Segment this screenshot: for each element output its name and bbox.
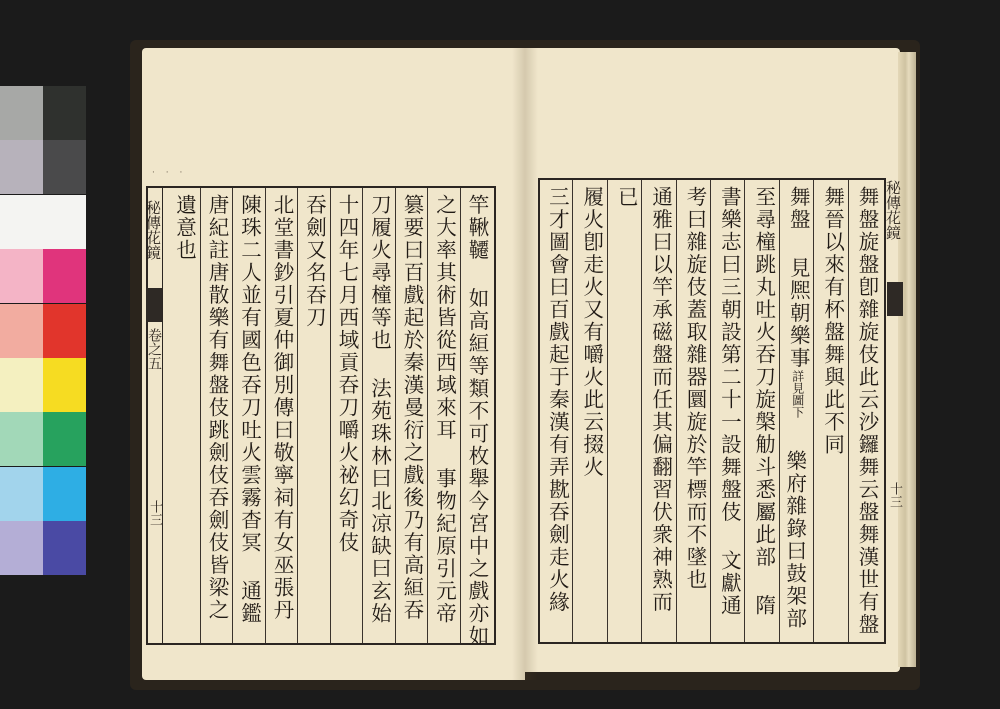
color-chip	[0, 521, 43, 575]
color-chip	[0, 412, 43, 466]
color-calibration-chart	[0, 86, 86, 576]
color-chip	[43, 86, 86, 140]
column-rule	[395, 188, 396, 643]
column-rule	[641, 180, 642, 642]
text-column: 履火卽走火又有嚼火此云掇火	[579, 186, 604, 479]
hanshin-title: 秘傳花鏡	[144, 200, 162, 260]
color-chip	[0, 467, 43, 521]
fish-tail-mark	[146, 288, 162, 322]
column-rule	[200, 188, 201, 643]
hanshin-page-number: 十三	[147, 500, 162, 526]
text-column: 已	[614, 186, 639, 209]
column-rule	[572, 180, 573, 642]
right-hanshin-strip	[886, 178, 904, 644]
left-hanshin-strip	[146, 186, 163, 645]
text-column: 刀履火尋橦等也 法苑珠林曰北凉缺曰玄始	[367, 194, 392, 625]
color-chip	[43, 249, 86, 303]
text-column: 遺意也	[172, 194, 197, 262]
text-column: 通雅曰以竿承磁盤而任其偏翻習伏衆神熟而	[648, 186, 673, 614]
text-column: 之大率其術皆從西域來耳 事物紀原引元帝	[432, 194, 457, 625]
column-rule	[607, 180, 608, 642]
color-chip	[43, 304, 86, 358]
color-chip	[0, 249, 43, 303]
text-column: 篡要曰百戲起於秦漢曼衍之戲後乃有高絙吞	[400, 194, 424, 622]
hanshin-title: 秘傳花鏡	[884, 180, 902, 240]
inline-note: 詳見圖下	[790, 370, 805, 418]
text-column: 舞晉以來有杯盤舞與此不同	[820, 186, 845, 456]
column-rule	[265, 188, 266, 643]
color-chip	[0, 358, 43, 412]
color-chip	[43, 358, 86, 412]
color-chip	[0, 86, 43, 140]
hanshin-volume: 卷之五	[146, 328, 162, 370]
column-rule	[460, 188, 461, 643]
fish-tail-mark	[887, 282, 903, 316]
inline-note: 樂府雜錄曰鼓架部	[782, 450, 807, 630]
text-column: 書樂志曰三朝設第二十一設舞盤伎 文獻通	[717, 186, 742, 617]
column-rule	[744, 180, 745, 642]
text-column: 竿鞦韆 如高絙等類不可枚舉今宮中之戲亦如	[465, 194, 489, 648]
text-column: 舞盤旋盤卽雜旋伎此云沙鑼舞云盤舞漢世有盤	[854, 186, 879, 636]
column-rule	[848, 180, 849, 642]
color-chip	[0, 195, 43, 249]
color-chip	[43, 412, 86, 466]
column-rule	[362, 188, 363, 643]
text-column: 吞劍又名吞刀	[302, 194, 327, 329]
left-text-frame	[146, 186, 496, 648]
text-column: 陳珠二人並有國色吞刀吐火雲霧杳冥 通鑑	[237, 194, 262, 625]
color-chip	[0, 140, 43, 194]
column-rule	[297, 188, 298, 643]
text-column: 三才圖會曰百戲起于秦漢有弄㽎吞劍走火緣	[545, 186, 570, 614]
color-chip	[43, 195, 86, 249]
text-column: 至尋橦跳丸吐火吞刀旋槃觔斗悉屬此部 隋	[751, 186, 776, 617]
color-chip	[43, 467, 86, 521]
column-rule	[232, 188, 233, 643]
hanshin-page-number: 十三	[887, 482, 902, 508]
column-rule	[813, 180, 814, 642]
book-gutter	[512, 48, 538, 680]
text-column: 北堂書鈔引夏仲御別傳曰敬寧祠有女巫張丹	[270, 194, 294, 622]
color-chip	[43, 140, 86, 194]
column-rule	[330, 188, 331, 643]
column-rule	[710, 180, 711, 642]
color-chip	[43, 521, 86, 575]
text-column: 唐紀註唐散樂有舞盤伎跳劍伎吞劍伎皆梁之	[205, 194, 229, 622]
text-column: 十四年七月西域貢吞刀嚼火祕幻奇伎	[335, 194, 359, 554]
right-text-frame	[538, 178, 886, 644]
color-chip	[0, 304, 43, 358]
column-rule	[676, 180, 677, 642]
text-column: 考曰雜旋伎蓋取雜器圜旋於竿標而不墜也	[682, 186, 707, 591]
top-margin-mark: · · ·	[152, 168, 187, 178]
text-column: 舞盤 見熈朝樂事	[786, 186, 811, 370]
column-rule	[427, 188, 428, 643]
